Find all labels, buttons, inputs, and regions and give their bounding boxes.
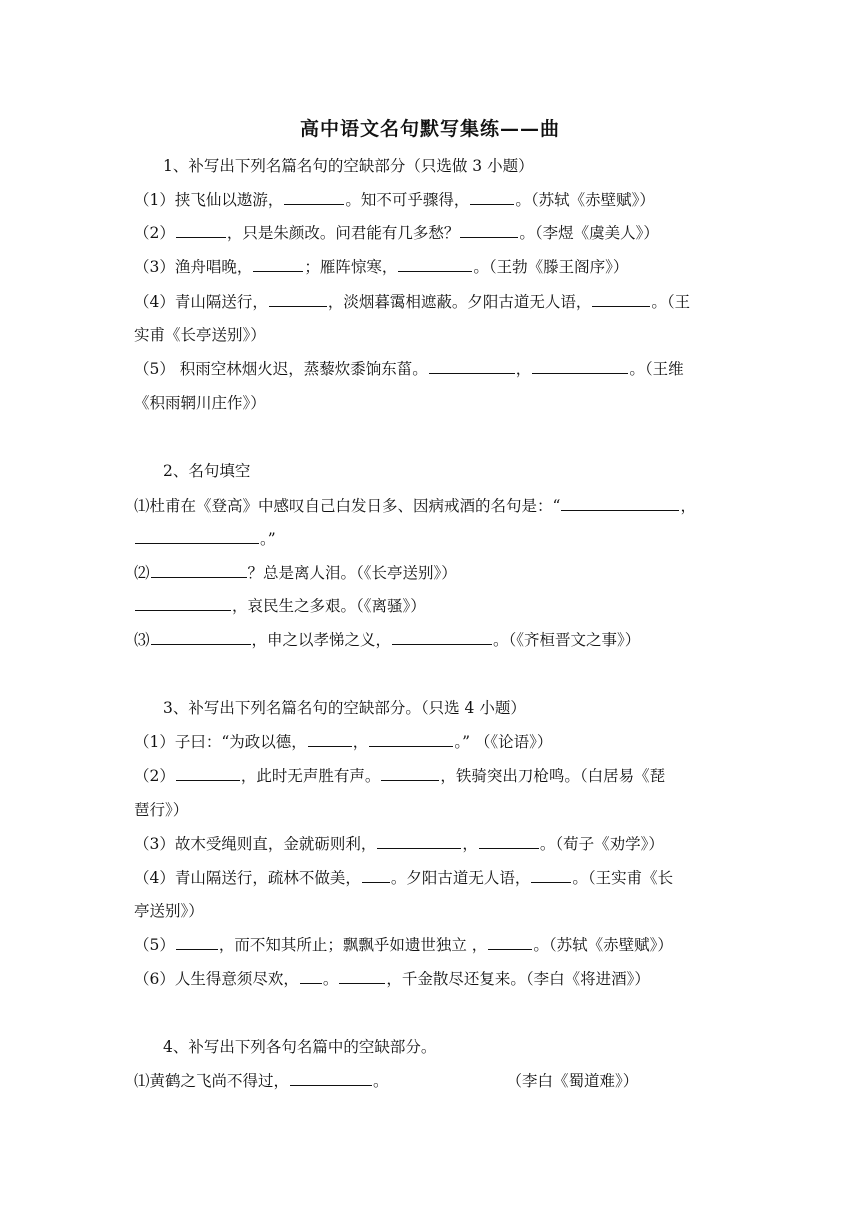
s2-question-3: ⑶ ，申之以孝悌之义， 。（《齐桓晋文之事》） — [134, 631, 641, 649]
s1-question-5-cont: 《积雨辋川庄作》） — [134, 394, 266, 412]
blank[interactable] — [176, 935, 218, 950]
s3-question-3: （3）故木受绳则直，金就砺则利， ， 。（荀子《劝学》） — [134, 835, 664, 853]
blank[interactable] — [460, 223, 518, 238]
s3-question-2: （2） ，此时无声胜有声。 ，铁骑突出刀枪鸣。（白居易《琵 — [134, 767, 666, 785]
blank[interactable] — [532, 359, 628, 374]
page-title: 高中语文名句默写集练——曲 — [299, 118, 560, 140]
blank[interactable] — [398, 257, 472, 272]
blank[interactable] — [151, 563, 247, 578]
s1-question-1: （1）挟飞仙以遨游， 。知不可乎骤得， 。（苏轼《赤壁赋》） — [134, 191, 655, 209]
section-1-heading: 1、补写出下列名篇名句的空缺部分（只选做 3 小题） — [163, 157, 534, 175]
blank[interactable] — [176, 766, 240, 781]
s3-question-5: （5） ，而不知其所止；飘飘乎如遗世独立 ， 。（苏轼《赤壁赋》） — [134, 936, 673, 954]
s1-question-3: （3）渔舟唱晚， ；雁阵惊寒， 。（王勃《滕王阁序》） — [134, 258, 629, 276]
blank[interactable] — [429, 359, 515, 374]
s2-question-2b: ，哀民生之多艰。（《离骚》） — [134, 595, 426, 617]
blank[interactable] — [592, 292, 650, 307]
blank[interactable] — [284, 190, 344, 205]
s1-question-5: （5） 积雨空林烟火迟，蒸藜炊黍饷东菑。 ， 。（王维 — [134, 360, 684, 378]
blank[interactable] — [300, 969, 322, 984]
blank[interactable] — [362, 868, 390, 883]
blank[interactable] — [290, 1071, 372, 1086]
blank[interactable] — [561, 496, 679, 511]
blank[interactable] — [392, 630, 492, 645]
blank[interactable] — [135, 596, 231, 611]
blank[interactable] — [308, 732, 352, 747]
s1-question-4: （4）青山隔送行， ，淡烟暮霭相遮蔽。夕阳古道无人语， 。（王 — [134, 293, 691, 311]
blank[interactable] — [381, 766, 439, 781]
section-4-heading: 4、补写出下列各句名篇中的空缺部分。 — [163, 1038, 437, 1056]
blank[interactable] — [269, 292, 327, 307]
blank[interactable] — [488, 935, 532, 950]
blank[interactable] — [339, 969, 385, 984]
blank[interactable] — [479, 834, 539, 849]
blank[interactable] — [151, 630, 251, 645]
s4-question-1: ⑴黄鹤之飞尚不得过， 。 （李白《蜀道难》） — [134, 1072, 639, 1090]
s3-question-2-cont: 琶行》） — [134, 801, 189, 819]
blank[interactable] — [377, 834, 461, 849]
s1-question-2: （2） ，只是朱颜改。问君能有几多愁？ 。（李煜《虞美人》） — [134, 224, 659, 242]
s3-question-6: （6）人生得意须尽欢， 。 ，千金散尽还复来。（李白《将进酒》） — [134, 970, 650, 988]
s2-question-1: ⑴杜甫在《登高》中感叹自己白发日多、因病戒酒的名句是：“ ， — [134, 497, 696, 515]
blank[interactable] — [369, 732, 453, 747]
section-3-heading: 3、补写出下列名篇名句的空缺部分。（只选 4 小题） — [163, 699, 526, 717]
s1-question-4-cont: 实甫《长亭送别》） — [134, 326, 266, 344]
blank[interactable] — [135, 529, 259, 544]
blank[interactable] — [253, 257, 303, 272]
s2-question-1-cont: 。” — [134, 528, 276, 550]
s3-question-4-cont: 亭送别》） — [134, 902, 204, 920]
s3-question-4: （4）青山隔送行，疏林不做美， 。夕阳古道无人语， 。（王实甫《长 — [134, 869, 674, 887]
blank[interactable] — [531, 868, 571, 883]
blank[interactable] — [470, 190, 514, 205]
blank[interactable] — [176, 223, 226, 238]
section-2-heading: 2、名句填空 — [163, 462, 251, 480]
s3-question-1: （1）子曰：“为政以德， ， 。” （《论语》） — [134, 733, 553, 751]
s2-question-2: ⑵ ？总是离人泪。（《长亭送别》） — [134, 564, 457, 582]
